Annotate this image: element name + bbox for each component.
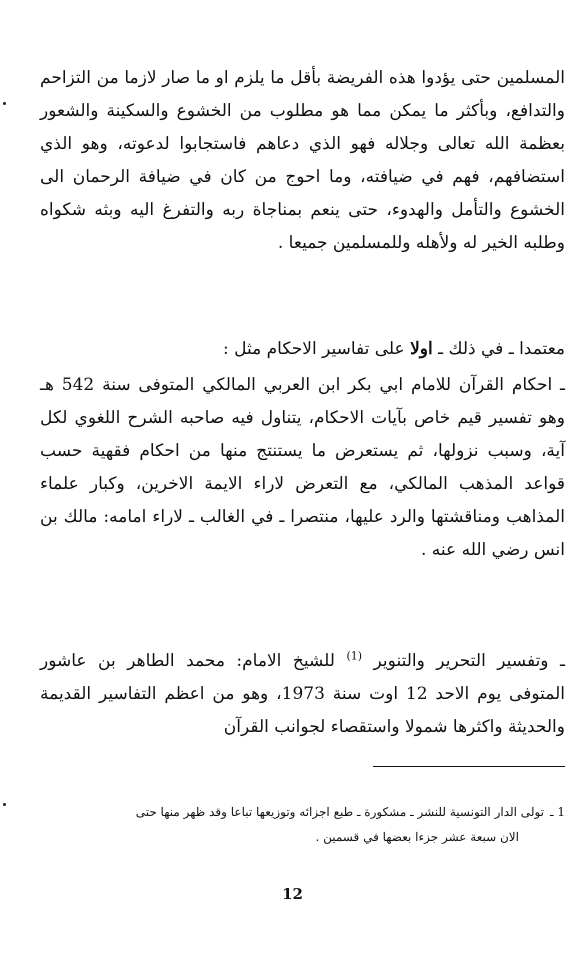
paragraph-1: المسلمين حتى يؤدوا هذه الفريضة بأقل ما يلزم او ما صار لازما من التزاحم والتدافع، وبأكثر ما يمكن مما هو مطلوب من الخشوع والسكينة والشعور بعظمة الله تعالى وجلاله فهو الذي دعاهم فاستجابوا لدعوته، وهو الذي استضافهم، فهم في ضيافته، وما احوج من كان في ضيافة الرحمان الى الخشوع والتأمل والهدوء، حتى ينعم بمناجاة ربه والتفرغ اليه وبثه شكواه وطلبه الخير له ولأهله وللمسلمين جميعا . <box>40 68 565 253</box>
paragraph-3: ـ احكام القرآن للامام ابي بكر ابن العربي المالكي المتوفى سنة 542 هـ وهو تفسير قيم خاص بآيات الاحكام، يتناول فيه صاحبه الشرح اللغوي لكل آية، وسبب نزولها، ثم يستعرض ما يستنتج منها من احكام فقهية حسب قواعد المذهب المالكي، مع التعرض لاراء الايمة الاخرين، وكبار علماء المذاهب ومناقشتها والرد عليها، منتصرا ـ في الغالب ـ لاراء امامه: مالك بن انس رضي الله عنه . <box>40 375 565 560</box>
footnote-line-2: الان سبعة عشر جزءا بعضها في قسمين . <box>315 830 519 844</box>
paragraph-4-start: ـ وتفسير التحرير والتنوير <box>373 651 565 671</box>
footnote-reference: (1) <box>346 649 363 663</box>
footnote-line-1: تولى الدار التونسية للنشر ـ مشكورة ـ طبع اجزائه وتوزيعها تباعا وقد ظهر منها حتى <box>135 805 545 819</box>
footnote-divider <box>373 766 565 767</box>
paragraph-2-bold: اولا <box>410 339 433 359</box>
page-number: 12 <box>282 885 303 903</box>
footnote-number: 1 ـ <box>550 805 565 819</box>
paragraph-2-end: على تفاسير الاحكام مثل : <box>223 339 411 359</box>
paragraph-4 <box>40 645 565 744</box>
paragraph-2-start: معتمدا ـ في ذلك ـ <box>432 339 565 359</box>
paragraph-2 <box>40 333 565 366</box>
footnote <box>40 800 565 850</box>
margin-dot-bottom <box>3 803 6 806</box>
paragraph-4-end: للشيخ الامام: محمد الطاهر بن عاشور المتوفى يوم الاحد 12 اوت سنة 1973، وهو من اعظم التفاسير القديمة والحديثة واكثرها شمولا واستقصاء لجوانب القرآن <box>40 651 565 737</box>
margin-dot-top <box>3 102 6 105</box>
